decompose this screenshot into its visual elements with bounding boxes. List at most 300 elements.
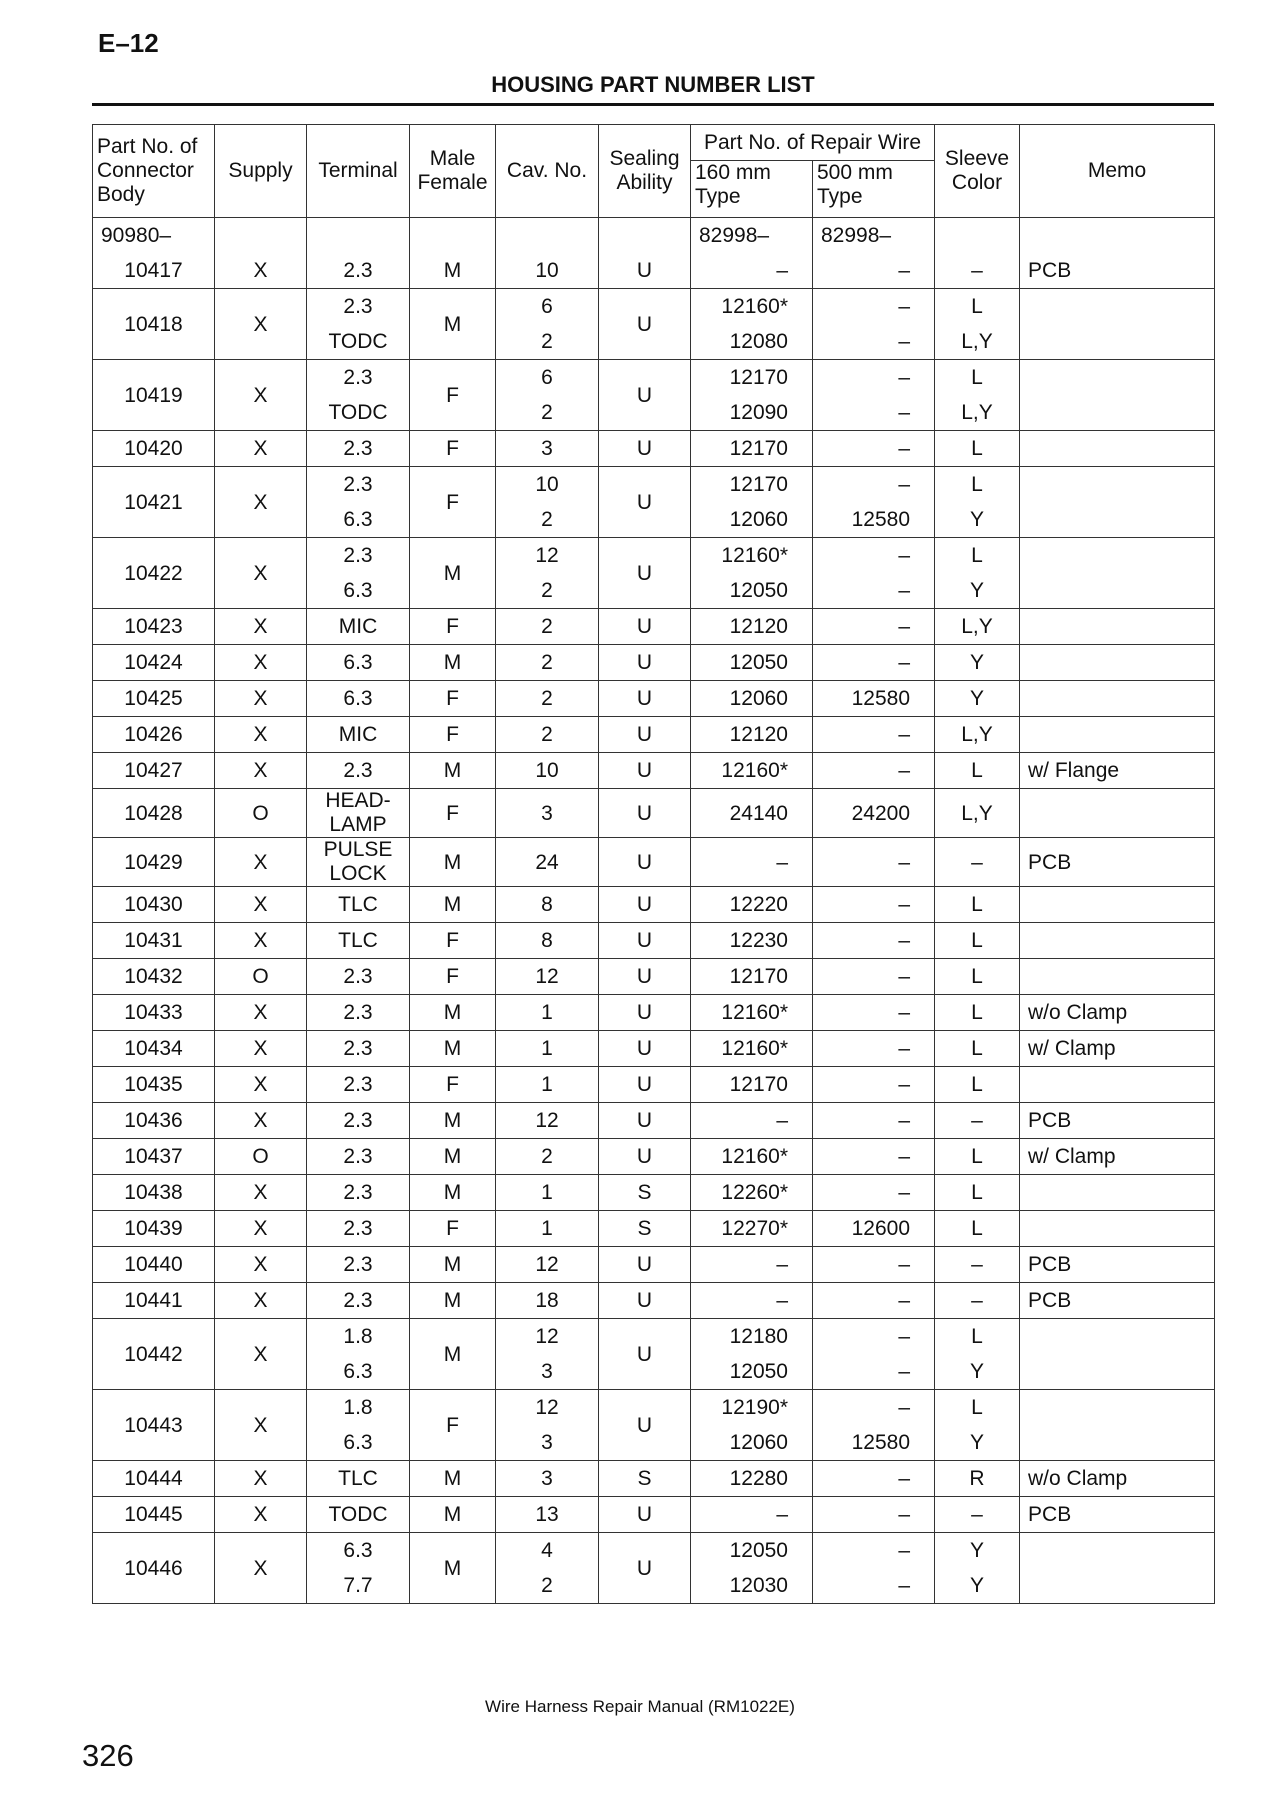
supply-cell: X: [215, 1247, 307, 1283]
cav-no-cell: 2: [496, 717, 599, 753]
sealing-cell: U: [599, 1247, 691, 1283]
supply-cell: X: [215, 645, 307, 681]
wire-500mm-cell: –: [813, 838, 935, 887]
wire-500mm-cell: 12580: [813, 1425, 935, 1461]
sleeve-color-cell: –: [935, 1497, 1020, 1533]
table-row: [93, 717, 1215, 753]
wire-500mm-cell: –: [813, 1319, 935, 1355]
male-female-cell: F: [410, 959, 496, 995]
prefix-500mm: 82998–: [813, 218, 935, 254]
header-sealing: Sealing Ability: [599, 125, 691, 218]
sealing-cell: U: [599, 1319, 691, 1390]
section-id: E–12: [98, 28, 159, 58]
table-row: [93, 887, 1215, 923]
wire-500mm-cell: –: [813, 1103, 935, 1139]
terminal-cell: 2.3: [307, 538, 410, 574]
part-no-cell: 10422: [93, 538, 215, 609]
wire-160mm-cell: 12260*: [691, 1175, 813, 1211]
memo-cell: [1020, 360, 1215, 431]
terminal-cell: MIC: [307, 717, 410, 753]
terminal-cell: 2.3: [307, 1211, 410, 1247]
sleeve-color-cell: L: [935, 431, 1020, 467]
cav-no-cell: 2: [496, 609, 599, 645]
wire-160mm-cell: 12160*: [691, 1031, 813, 1067]
table-row: [93, 1067, 1215, 1103]
memo-cell: [1020, 1319, 1215, 1390]
cav-no-cell: 1: [496, 995, 599, 1031]
male-female-cell: F: [410, 1390, 496, 1461]
cav-no-cell: 3: [496, 789, 599, 838]
cav-no-cell: 12: [496, 959, 599, 995]
memo-cell: [1020, 1533, 1215, 1604]
terminal-cell: PULSE LOCK: [307, 838, 410, 887]
wire-500mm-cell: –: [813, 1175, 935, 1211]
terminal-cell: 6.3: [307, 1425, 410, 1461]
supply-cell: X: [215, 681, 307, 717]
sleeve-color-cell: –: [935, 253, 1020, 289]
sealing-cell: U: [599, 1139, 691, 1175]
terminal-cell: 2.3: [307, 995, 410, 1031]
sleeve-color-cell: Y: [935, 1425, 1020, 1461]
part-no-cell: 10418: [93, 289, 215, 360]
part-no-cell: 10426: [93, 717, 215, 753]
wire-160mm-cell: –: [691, 1283, 813, 1319]
terminal-cell: 2.3: [307, 253, 410, 289]
cav-no-cell: 2: [496, 573, 599, 609]
male-female-cell: M: [410, 838, 496, 887]
part-no-cell: 10417: [93, 253, 215, 289]
wire-160mm-cell: 12120: [691, 717, 813, 753]
wire-500mm-cell: –: [813, 887, 935, 923]
part-no-cell: 10419: [93, 360, 215, 431]
cav-no-cell: 24: [496, 838, 599, 887]
sleeve-color-cell: L: [935, 1319, 1020, 1355]
wire-160mm-cell: 12170: [691, 360, 813, 396]
wire-500mm-cell: –: [813, 959, 935, 995]
supply-cell: O: [215, 1139, 307, 1175]
sealing-cell: U: [599, 753, 691, 789]
header-terminal: Terminal: [307, 125, 410, 218]
memo-cell: w/o Clamp: [1020, 995, 1215, 1031]
header-160mm: 160 mm Type: [691, 161, 813, 218]
memo-cell: [1020, 681, 1215, 717]
table-row: [93, 959, 1215, 995]
memo-cell: PCB: [1020, 1497, 1215, 1533]
memo-cell: [1020, 289, 1215, 360]
prefix-160mm: 82998–: [691, 218, 813, 254]
part-no-cell: 10434: [93, 1031, 215, 1067]
terminal-cell: 7.7: [307, 1568, 410, 1604]
memo-cell: PCB: [1020, 253, 1215, 289]
sleeve-color-cell: –: [935, 1283, 1020, 1319]
sealing-cell: U: [599, 1390, 691, 1461]
sleeve-color-cell: L,Y: [935, 717, 1020, 753]
table-body: [93, 218, 1215, 1604]
part-no-cell: 10435: [93, 1067, 215, 1103]
supply-cell: X: [215, 1211, 307, 1247]
wire-160mm-cell: 12060: [691, 502, 813, 538]
sealing-cell: U: [599, 838, 691, 887]
header-part-no: Part No. of Connector Body: [93, 125, 215, 218]
table-row: [93, 1390, 1215, 1426]
sleeve-color-cell: L: [935, 467, 1020, 503]
supply-cell: X: [215, 753, 307, 789]
sealing-cell: U: [599, 1283, 691, 1319]
sealing-cell: U: [599, 431, 691, 467]
sealing-cell: U: [599, 995, 691, 1031]
wire-500mm-cell: –: [813, 253, 935, 289]
memo-cell: [1020, 1390, 1215, 1461]
supply-cell: X: [215, 887, 307, 923]
cav-no-cell: 2: [496, 502, 599, 538]
supply-cell: X: [215, 717, 307, 753]
sleeve-color-cell: Y: [935, 1568, 1020, 1604]
terminal-cell: TLC: [307, 1461, 410, 1497]
wire-500mm-cell: –: [813, 289, 935, 325]
terminal-cell: 2.3: [307, 289, 410, 325]
header-cav-no: Cav. No.: [496, 125, 599, 218]
wire-160mm-cell: 12170: [691, 431, 813, 467]
wire-500mm-cell: 12600: [813, 1211, 935, 1247]
wire-500mm-cell: –: [813, 538, 935, 574]
sleeve-color-cell: L: [935, 1139, 1020, 1175]
cav-no-cell: 3: [496, 1461, 599, 1497]
male-female-cell: F: [410, 789, 496, 838]
part-no-cell: 10446: [93, 1533, 215, 1604]
sleeve-color-cell: Y: [935, 645, 1020, 681]
header-sleeve: Sleeve Color: [935, 125, 1020, 218]
terminal-cell: 2.3: [307, 1247, 410, 1283]
wire-160mm-cell: 12080: [691, 324, 813, 360]
part-no-cell: 10423: [93, 609, 215, 645]
wire-500mm-cell: –: [813, 467, 935, 503]
part-no-cell: 10433: [93, 995, 215, 1031]
male-female-cell: M: [410, 1247, 496, 1283]
part-no-cell: 10427: [93, 753, 215, 789]
supply-cell: X: [215, 1319, 307, 1390]
terminal-cell: 2.3: [307, 360, 410, 396]
terminal-cell: TODC: [307, 324, 410, 360]
cav-no-cell: 12: [496, 1390, 599, 1426]
cav-no-cell: 1: [496, 1211, 599, 1247]
cav-no-cell: 2: [496, 395, 599, 431]
wire-160mm-cell: 24140: [691, 789, 813, 838]
table-row: [93, 838, 1215, 887]
wire-500mm-cell: –: [813, 995, 935, 1031]
sleeve-color-cell: L: [935, 959, 1020, 995]
wire-160mm-cell: 12220: [691, 887, 813, 923]
sleeve-color-cell: Y: [935, 502, 1020, 538]
sealing-cell: U: [599, 717, 691, 753]
male-female-cell: M: [410, 1283, 496, 1319]
table-row: [93, 645, 1215, 681]
male-female-cell: M: [410, 1461, 496, 1497]
cav-no-cell: 8: [496, 887, 599, 923]
sealing-cell: U: [599, 1103, 691, 1139]
supply-cell: X: [215, 1390, 307, 1461]
terminal-cell: 6.3: [307, 502, 410, 538]
table-row: [93, 1175, 1215, 1211]
terminal-cell: TODC: [307, 1497, 410, 1533]
memo-cell: PCB: [1020, 1283, 1215, 1319]
sleeve-color-cell: Y: [935, 1533, 1020, 1569]
table-row: [93, 431, 1215, 467]
housing-part-number-table: [92, 124, 1215, 1604]
table-row: [93, 1533, 1215, 1569]
memo-cell: [1020, 789, 1215, 838]
supply-cell: X: [215, 1283, 307, 1319]
cav-no-cell: 8: [496, 923, 599, 959]
male-female-cell: M: [410, 1533, 496, 1604]
terminal-cell: TLC: [307, 887, 410, 923]
part-no-cell: 10440: [93, 1247, 215, 1283]
sleeve-color-cell: Y: [935, 681, 1020, 717]
male-female-cell: M: [410, 995, 496, 1031]
supply-cell: X: [215, 1533, 307, 1604]
page-number: 326: [82, 1738, 134, 1773]
supply-cell: X: [215, 995, 307, 1031]
supply-cell: X: [215, 609, 307, 645]
supply-cell: X: [215, 253, 307, 289]
supply-cell: X: [215, 431, 307, 467]
wire-160mm-cell: 12160*: [691, 1139, 813, 1175]
part-no-cell: 10444: [93, 1461, 215, 1497]
header-repair-wire: Part No. of Repair Wire: [691, 125, 935, 161]
sleeve-color-cell: Y: [935, 1354, 1020, 1390]
table-row: [93, 1139, 1215, 1175]
wire-500mm-cell: –: [813, 395, 935, 431]
memo-cell: [1020, 467, 1215, 538]
supply-cell: X: [215, 1175, 307, 1211]
table-row: [93, 1497, 1215, 1533]
prefix-row: [93, 218, 1215, 254]
supply-cell: X: [215, 838, 307, 887]
part-no-cell: 10429: [93, 838, 215, 887]
memo-cell: [1020, 609, 1215, 645]
terminal-cell: 1.8: [307, 1390, 410, 1426]
cav-no-cell: 2: [496, 1568, 599, 1604]
wire-160mm-cell: 12270*: [691, 1211, 813, 1247]
sleeve-color-cell: L,Y: [935, 395, 1020, 431]
supply-cell: X: [215, 360, 307, 431]
wire-500mm-cell: –: [813, 1031, 935, 1067]
terminal-cell: 2.3: [307, 1031, 410, 1067]
table-row: [93, 1247, 1215, 1283]
wire-160mm-cell: 12090: [691, 395, 813, 431]
table-row: [93, 1031, 1215, 1067]
terminal-cell: 6.3: [307, 1354, 410, 1390]
wire-500mm-cell: –: [813, 717, 935, 753]
terminal-cell: 2.3: [307, 467, 410, 503]
wire-160mm-cell: 12160*: [691, 538, 813, 574]
sealing-cell: U: [599, 1533, 691, 1604]
cav-no-cell: 2: [496, 681, 599, 717]
part-no-cell: 10443: [93, 1390, 215, 1461]
sleeve-color-cell: L: [935, 753, 1020, 789]
wire-160mm-cell: 12160*: [691, 289, 813, 325]
wire-500mm-cell: –: [813, 645, 935, 681]
table-row: [93, 681, 1215, 717]
memo-cell: [1020, 923, 1215, 959]
wire-500mm-cell: –: [813, 1533, 935, 1569]
table-row: [93, 789, 1215, 838]
sleeve-color-cell: L: [935, 538, 1020, 574]
memo-cell: [1020, 717, 1215, 753]
supply-cell: X: [215, 1031, 307, 1067]
sleeve-color-cell: L: [935, 1031, 1020, 1067]
wire-500mm-cell: –: [813, 1568, 935, 1604]
terminal-cell: 2.3: [307, 1067, 410, 1103]
memo-cell: [1020, 645, 1215, 681]
cav-no-cell: 12: [496, 1319, 599, 1355]
sleeve-color-cell: –: [935, 1247, 1020, 1283]
table-row: [93, 609, 1215, 645]
cav-no-cell: 18: [496, 1283, 599, 1319]
male-female-cell: M: [410, 1139, 496, 1175]
page-title: HOUSING PART NUMBER LIST: [491, 72, 815, 97]
part-no-cell: 10432: [93, 959, 215, 995]
wire-160mm-cell: 12050: [691, 1533, 813, 1569]
sleeve-color-cell: L: [935, 1067, 1020, 1103]
table-row: [93, 1211, 1215, 1247]
sealing-cell: U: [599, 360, 691, 431]
wire-500mm-cell: –: [813, 431, 935, 467]
cav-no-cell: 6: [496, 360, 599, 396]
cav-no-cell: 12: [496, 1103, 599, 1139]
sleeve-color-cell: –: [935, 1103, 1020, 1139]
wire-160mm-cell: –: [691, 1103, 813, 1139]
part-no-cell: 10420: [93, 431, 215, 467]
wire-160mm-cell: 12030: [691, 1568, 813, 1604]
part-no-cell: 10431: [93, 923, 215, 959]
memo-cell: [1020, 538, 1215, 609]
sealing-cell: U: [599, 645, 691, 681]
terminal-cell: 2.3: [307, 1283, 410, 1319]
wire-160mm-cell: 12180: [691, 1319, 813, 1355]
supply-cell: X: [215, 1103, 307, 1139]
wire-500mm-cell: 12580: [813, 681, 935, 717]
male-female-cell: F: [410, 923, 496, 959]
supply-cell: X: [215, 538, 307, 609]
wire-160mm-cell: 12170: [691, 1067, 813, 1103]
wire-500mm-cell: –: [813, 1354, 935, 1390]
sleeve-color-cell: L: [935, 1175, 1020, 1211]
table-row: [93, 1283, 1215, 1319]
wire-160mm-cell: 12160*: [691, 995, 813, 1031]
memo-cell: w/o Clamp: [1020, 1461, 1215, 1497]
part-no-cell: 10430: [93, 887, 215, 923]
terminal-cell: 6.3: [307, 1533, 410, 1569]
footer-manual-title: Wire Harness Repair Manual (RM1022E): [485, 1697, 795, 1716]
table-row: [93, 923, 1215, 959]
terminal-cell: MIC: [307, 609, 410, 645]
wire-500mm-cell: –: [813, 1247, 935, 1283]
sealing-cell: S: [599, 1461, 691, 1497]
table-row: [93, 253, 1215, 289]
table-row: [93, 1319, 1215, 1355]
wire-160mm-cell: 12060: [691, 681, 813, 717]
male-female-cell: F: [410, 467, 496, 538]
title-divider: [92, 103, 1214, 106]
memo-cell: w/ Flange: [1020, 753, 1215, 789]
male-female-cell: M: [410, 289, 496, 360]
wire-500mm-cell: –: [813, 573, 935, 609]
wire-500mm-cell: –: [813, 1139, 935, 1175]
wire-160mm-cell: 12050: [691, 645, 813, 681]
sleeve-color-cell: L,Y: [935, 324, 1020, 360]
sealing-cell: U: [599, 789, 691, 838]
male-female-cell: M: [410, 1103, 496, 1139]
sleeve-color-cell: L: [935, 1390, 1020, 1426]
male-female-cell: M: [410, 253, 496, 289]
supply-cell: X: [215, 1497, 307, 1533]
terminal-cell: 6.3: [307, 573, 410, 609]
wire-160mm-cell: 12120: [691, 609, 813, 645]
wire-500mm-cell: 12580: [813, 502, 935, 538]
terminal-cell: 2.3: [307, 959, 410, 995]
sleeve-color-cell: L: [935, 360, 1020, 396]
cav-no-cell: 3: [496, 431, 599, 467]
table-row: [93, 467, 1215, 503]
cav-no-cell: 10: [496, 253, 599, 289]
memo-cell: [1020, 1211, 1215, 1247]
wire-500mm-cell: –: [813, 324, 935, 360]
part-no-cell: 10421: [93, 467, 215, 538]
terminal-cell: HEAD- LAMP: [307, 789, 410, 838]
cav-no-cell: 13: [496, 1497, 599, 1533]
sleeve-color-cell: L: [935, 887, 1020, 923]
wire-160mm-cell: 12280: [691, 1461, 813, 1497]
male-female-cell: M: [410, 887, 496, 923]
memo-cell: PCB: [1020, 1103, 1215, 1139]
wire-160mm-cell: 12160*: [691, 753, 813, 789]
wire-500mm-cell: –: [813, 609, 935, 645]
male-female-cell: M: [410, 645, 496, 681]
wire-160mm-cell: 12050: [691, 573, 813, 609]
table-row: [93, 1461, 1215, 1497]
male-female-cell: M: [410, 1319, 496, 1390]
cav-no-cell: 2: [496, 645, 599, 681]
sealing-cell: U: [599, 609, 691, 645]
male-female-cell: M: [410, 753, 496, 789]
header-500mm: 500 mm Type: [813, 161, 935, 218]
terminal-cell: 6.3: [307, 681, 410, 717]
wire-160mm-cell: –: [691, 253, 813, 289]
terminal-cell: TODC: [307, 395, 410, 431]
memo-cell: [1020, 1175, 1215, 1211]
wire-500mm-cell: –: [813, 1390, 935, 1426]
header-male-female: Male Female: [410, 125, 496, 218]
memo-cell: [1020, 1067, 1215, 1103]
sealing-cell: S: [599, 1211, 691, 1247]
wire-500mm-cell: –: [813, 1283, 935, 1319]
wire-160mm-cell: 12170: [691, 959, 813, 995]
memo-cell: w/ Clamp: [1020, 1139, 1215, 1175]
terminal-cell: 2.3: [307, 753, 410, 789]
table-row: [93, 360, 1215, 396]
sealing-cell: U: [599, 959, 691, 995]
supply-cell: X: [215, 467, 307, 538]
male-female-cell: M: [410, 538, 496, 609]
sealing-cell: U: [599, 467, 691, 538]
male-female-cell: F: [410, 717, 496, 753]
cav-no-cell: 12: [496, 1247, 599, 1283]
part-no-cell: 10445: [93, 1497, 215, 1533]
supply-cell: O: [215, 959, 307, 995]
wire-500mm-cell: –: [813, 1497, 935, 1533]
part-no-cell: 10428: [93, 789, 215, 838]
sleeve-color-cell: L,Y: [935, 609, 1020, 645]
